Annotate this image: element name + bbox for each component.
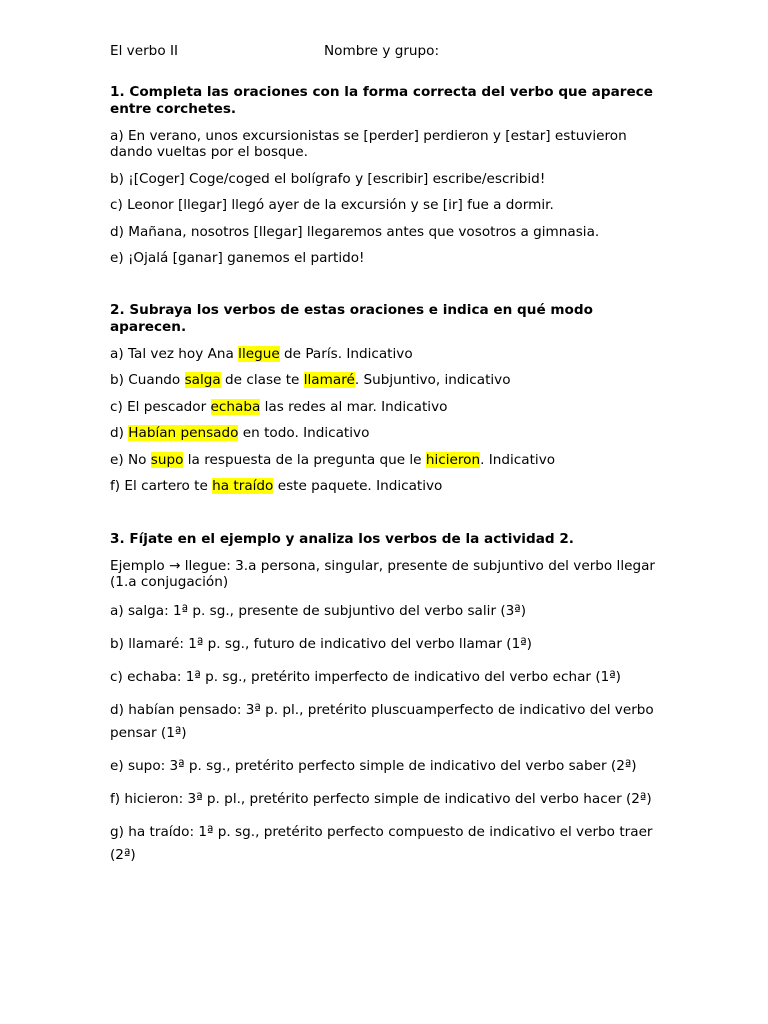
section-3-heading: 3. Fíjate en el ejemplo y analiza los verbos de la actividad 2. xyxy=(110,530,574,547)
section-2-item-c xyxy=(110,399,666,415)
item-text: en todo. Indicativo xyxy=(238,425,370,441)
section-3-item-g: g) ha traído: 1ª p. sg., pretérito perfecto compuesto de indicativo el verbo traer (2ª) xyxy=(110,823,653,863)
item-text: a) Tal vez hoy Ana xyxy=(110,345,239,362)
section-2-item-e xyxy=(110,452,666,468)
section-1-item-c: c) Leonor [llegar] llegó ayer de la excursión y se [ir] fue a dormir. xyxy=(110,197,554,213)
section-2-item-b xyxy=(110,372,666,388)
item-text: e) No xyxy=(110,451,151,468)
section-3-item-e: e) supo: 3ª p. sg., pretérito perfecto simple de indicativo del verbo saber (2ª) xyxy=(110,757,637,774)
item-text: este paquete. Indicativo xyxy=(273,478,443,494)
section-1-heading: 1. Completa las oraciones con la forma correcta del verbo que aparece entre corchetes. xyxy=(110,84,653,117)
section-2-heading: 2. Subraya los verbos de estas oraciones e indica en qué modo aparecen. xyxy=(110,301,593,335)
section-1-item-b: b) ¡[Coger] Coge/coged el bolígrafo y [escribir] escribe/escribid! xyxy=(110,170,546,187)
item-text: . Subjuntivo, indicativo xyxy=(354,372,511,388)
name-and-group-field: Nombre y grupo: xyxy=(324,43,440,59)
document-body xyxy=(110,84,666,877)
section-3-item-f: f) hicieron: 3ª p. pl., pretérito perfecto simple de indicativo del verbo hacer (2ª) xyxy=(110,790,652,807)
section-3-example: Ejemplo → llegue: 3.a persona, singular, presente de subjuntivo del verbo llegar (1.a conjugación) xyxy=(110,557,656,590)
item-text: c) El pescador xyxy=(110,398,211,415)
section-3 xyxy=(110,531,666,867)
item-text: de París. Indicativo xyxy=(279,345,413,362)
item-text: d) xyxy=(110,425,129,441)
section-2-item-f xyxy=(110,478,666,494)
item-text: . Indicativo xyxy=(480,451,556,468)
highlighted-verb: supo xyxy=(150,451,184,468)
section-spacer xyxy=(110,277,666,302)
document-header xyxy=(110,42,670,60)
highlighted-verb: ha traído xyxy=(212,478,274,494)
section-3-item-c: c) echaba: 1ª p. sg., pretérito imperfecto de indicativo del verbo echar (1ª) xyxy=(110,668,621,685)
item-text: f) El cartero te xyxy=(110,478,213,494)
highlighted-verb: echaba xyxy=(210,398,261,415)
item-text: de clase te xyxy=(220,372,304,388)
highlighted-verb: llamaré xyxy=(303,372,355,388)
document-title: El verbo II xyxy=(110,43,178,59)
item-text: las redes al mar. Indicativo xyxy=(260,398,448,415)
section-1 xyxy=(110,84,666,266)
section-spacer xyxy=(110,505,666,531)
highlighted-verb: hicieron xyxy=(425,451,481,468)
section-3-item-d: d) habían pensado: 3ª p. pl., pretérito pluscuamperfecto de indicativo del verbo pensar (1ª) xyxy=(110,701,654,741)
section-2-item-d xyxy=(110,425,666,441)
highlighted-verb: llegue xyxy=(238,345,280,362)
section-1-item-a: a) En verano, unos excursionistas se [perder] perdieron y [estar] estuvieron dando vueltas por el bosque. xyxy=(110,128,627,160)
section-1-item-e: e) ¡Ojalá [ganar] ganemos el partido! xyxy=(110,250,365,266)
item-text: b) Cuando xyxy=(110,372,185,388)
highlighted-verb: salga xyxy=(184,372,221,388)
section-3-item-a: a) salga: 1ª p. sg., presente de subjuntivo del verbo salir (3ª) xyxy=(110,602,527,619)
section-2 xyxy=(110,302,666,495)
section-3-item-b: b) llamaré: 1ª p. sg., futuro de indicativo del verbo llamar (1ª) xyxy=(110,635,532,652)
highlighted-verb: Habían pensado xyxy=(128,425,239,441)
section-2-item-a xyxy=(110,346,666,362)
section-1-item-d: d) Mañana, nosotros [llegar] llegaremos antes que vosotros a gimnasia. xyxy=(110,223,600,240)
item-text: la respuesta de la pregunta que le xyxy=(183,451,426,468)
